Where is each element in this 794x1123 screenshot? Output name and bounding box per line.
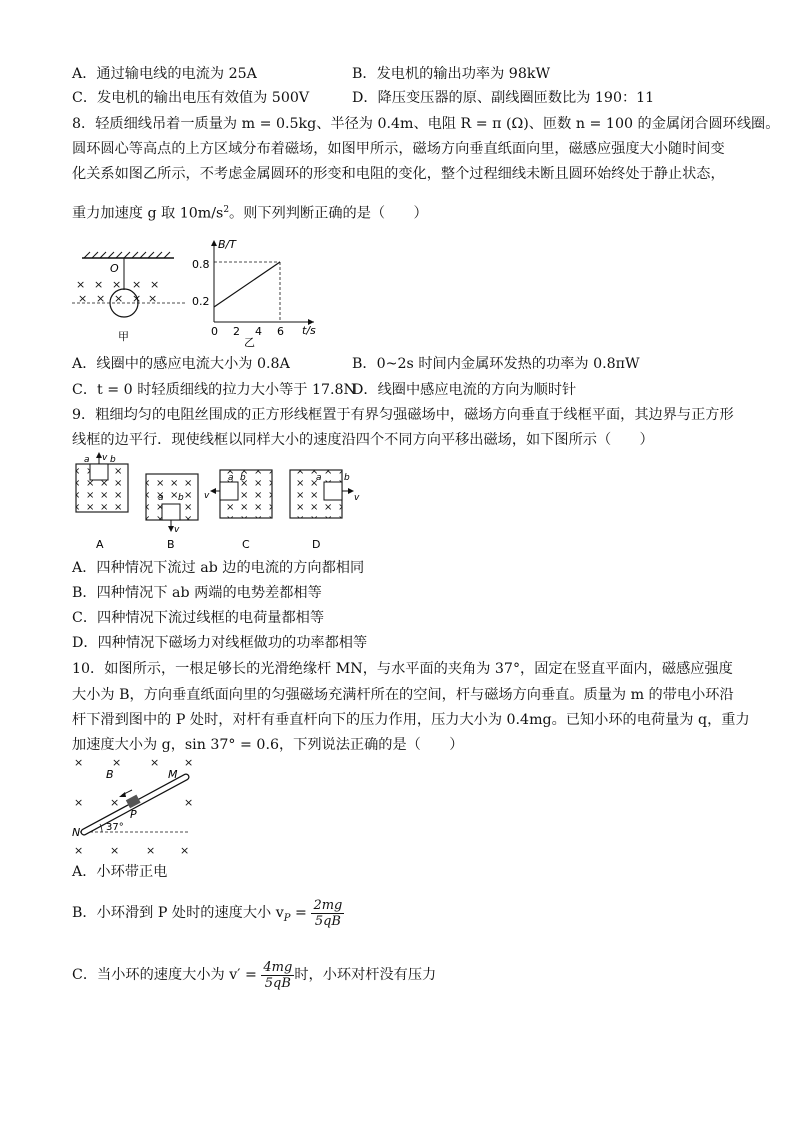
svg-text:b: b — [110, 455, 116, 465]
svg-text:×: × — [114, 292, 124, 305]
q9-label-d: D — [312, 538, 321, 551]
svg-text:v: v — [204, 491, 210, 501]
q8-option-b: B．0~2s 时间内金属环发热的功率为 0.8πW — [352, 356, 640, 372]
q7-option-d: D．降压变压器的原、副线圈匝数比为 190：11 — [352, 90, 655, 106]
svg-text:×: × — [184, 756, 194, 769]
x-tick-2: 2 — [233, 325, 240, 338]
q10-label-n: N — [72, 826, 81, 839]
q8-stem-line4: 重力加速度 g 取 $10m/s^2$。则下列判断正确的是（ ） — [72, 205, 428, 222]
q9-label-c: C — [242, 538, 250, 551]
x-tick-4: 4 — [255, 325, 262, 338]
svg-text:×: × — [112, 756, 122, 769]
svg-text:×: × — [132, 292, 142, 305]
svg-text:×: × — [76, 278, 86, 291]
q9-stem-line1: 9．粗细均匀的电阻丝围成的正方形线框置于有界匀强磁场中，磁场方向垂直于线框平面，其边界与正方形 — [72, 407, 734, 423]
svg-text:×: × — [184, 796, 194, 809]
svg-text:×: × — [132, 278, 142, 291]
q9-stem-line2: 线框的边平行．现使线框以同样大小的速度沿四个不同方向平移出磁场，如下图所示（ ） — [72, 432, 654, 448]
y-tick-0-8: 0.8 — [192, 258, 210, 271]
q9-figures — [70, 452, 370, 556]
svg-text:×: × — [150, 756, 160, 769]
svg-text:×: × — [146, 844, 156, 857]
q10-stem-line4: 加速度大小为 g，sin 37° = 0.6，下列说法正确的是（ ） — [72, 737, 464, 753]
q9-option-b: B．四种情况下 ab 两端的电势差都相等 — [72, 585, 322, 601]
y-axis-label: B/T — [218, 238, 236, 251]
q10-label-m: M — [168, 768, 178, 781]
q9-figure-d — [290, 470, 360, 551]
q10-stem-line3: 杆下滑到图中的 P 处时，对杆有垂直杆向下的压力作用，压力大小为 0.4mg。已知小环的电荷量为 q，重力 — [72, 712, 750, 728]
svg-text:v: v — [102, 453, 108, 463]
caption-yi: 乙 — [244, 336, 255, 348]
svg-text:×: × — [180, 844, 190, 857]
q10-angle-label: 37° — [106, 822, 124, 833]
b-t-series-line — [214, 262, 280, 307]
q7-option-c: C．发电机的输出电压有效值为 500V — [72, 90, 310, 106]
q10-option-b-fraction: $\frac{2mg}{5qB}$ — [313, 897, 343, 929]
svg-text:×: × — [112, 278, 122, 291]
q9-figure-c — [204, 470, 272, 551]
q8-stem-line1: 8．轻质细线吊着一质量为 m = 0.5kg、半径为 0.4m、电阻 R = π (Ω)、匝数 n = 100 的金属闭合圆环线圈。 — [72, 116, 780, 132]
svg-text:×: × — [150, 278, 160, 291]
q7-option-b: B．发电机的输出功率为 98kW — [352, 66, 551, 82]
x-tick-6: 6 — [277, 325, 284, 338]
svg-text:×: × — [96, 292, 106, 305]
q10-stem-line2: 大小为 B，方向垂直纸面向里的匀强磁场充满杆所在的空间，杆与磁场方向垂直。质量为 m 的带电小环沿 — [72, 687, 734, 703]
svg-text:×: × — [148, 292, 158, 305]
svg-text:b: b — [344, 473, 350, 483]
y-tick-0-2: 0.2 — [192, 295, 210, 308]
q10-stem-line1: 10．如图所示，一根足够长的光滑绝缘杆 MN，与水平面的夹角为 37°，固定在竖直平面内，磁感应强度 — [72, 661, 733, 677]
svg-text:a: a — [158, 493, 164, 503]
q10-label-b: B — [106, 768, 114, 781]
q8-figure-jia — [72, 248, 192, 344]
svg-text:×: × — [74, 844, 84, 857]
q7-option-a: A．通过输电线的电流为 25A — [72, 66, 257, 82]
q10-option-a: A．小环带正电 — [72, 864, 168, 880]
q8-option-a: A．线圈中的感应电流大小为 0.8A — [72, 356, 290, 372]
q9-option-a: A．四种情况下流过 ab 边的电流的方向都相同 — [72, 560, 365, 576]
q9-option-c: C．四种情况下流过线框的电荷量都相等 — [72, 610, 325, 626]
svg-text:×: × — [74, 796, 84, 809]
q10-option-c-fraction: $\frac{4mg}{5qB}$ — [263, 959, 293, 991]
q8-figure-yi — [190, 236, 330, 348]
pivot-label: O — [110, 262, 119, 275]
svg-text:b: b — [240, 473, 246, 483]
svg-text:×: × — [110, 844, 120, 857]
svg-text:×: × — [110, 796, 120, 809]
q9-figure-b — [146, 474, 198, 551]
svg-text:b: b — [178, 493, 184, 503]
svg-text:a: a — [228, 473, 234, 483]
svg-text:×: × — [78, 292, 88, 305]
q10-option-c: C．当小环的速度大小为 v′ = $\frac{4mg}{5qB}$ 时，小环对杆没有压力 — [72, 959, 437, 991]
x-tick-0: 0 — [211, 325, 218, 338]
svg-text:v: v — [174, 525, 180, 535]
q10-option-b: B．小环滑到 P 处时的速度大小 $v_P$ = $\frac{2mg}{5qB}$ — [72, 897, 343, 929]
q9-figure-a — [76, 452, 128, 551]
q8-option-c: C．t = 0 时轻质细线的拉力大小等于 17.8N — [72, 382, 356, 398]
svg-text:a: a — [316, 473, 322, 483]
svg-text:×: × — [74, 756, 84, 769]
x-axis-label: t/s — [302, 324, 316, 337]
q9-option-d: D．四种情况下磁场力对线框做功的功率都相等 — [72, 635, 368, 651]
q9-label-b: B — [167, 538, 175, 551]
q8-option-d: D．线圈中感应电流的方向为顺时针 — [352, 382, 577, 398]
svg-text:a: a — [84, 455, 90, 465]
caption-jia: 甲 — [118, 330, 129, 343]
q10-label-p: P — [130, 808, 137, 821]
svg-text:v: v — [354, 493, 360, 503]
q8-stem-line3: 化关系如图乙所示，不考虑金属圆环的形变和电阻的变化，整个过程细线未断且圆环始终处于静止状态， — [72, 166, 725, 182]
q9-label-a: A — [96, 538, 104, 551]
q10-figure — [70, 754, 210, 858]
q8-stem-line2: 圆环圆心等高点的上方区域分布着磁场，如图甲所示，磁场方向垂直纸面向里，磁感应强度大小随时间变 — [72, 141, 725, 157]
svg-text:×: × — [94, 278, 104, 291]
